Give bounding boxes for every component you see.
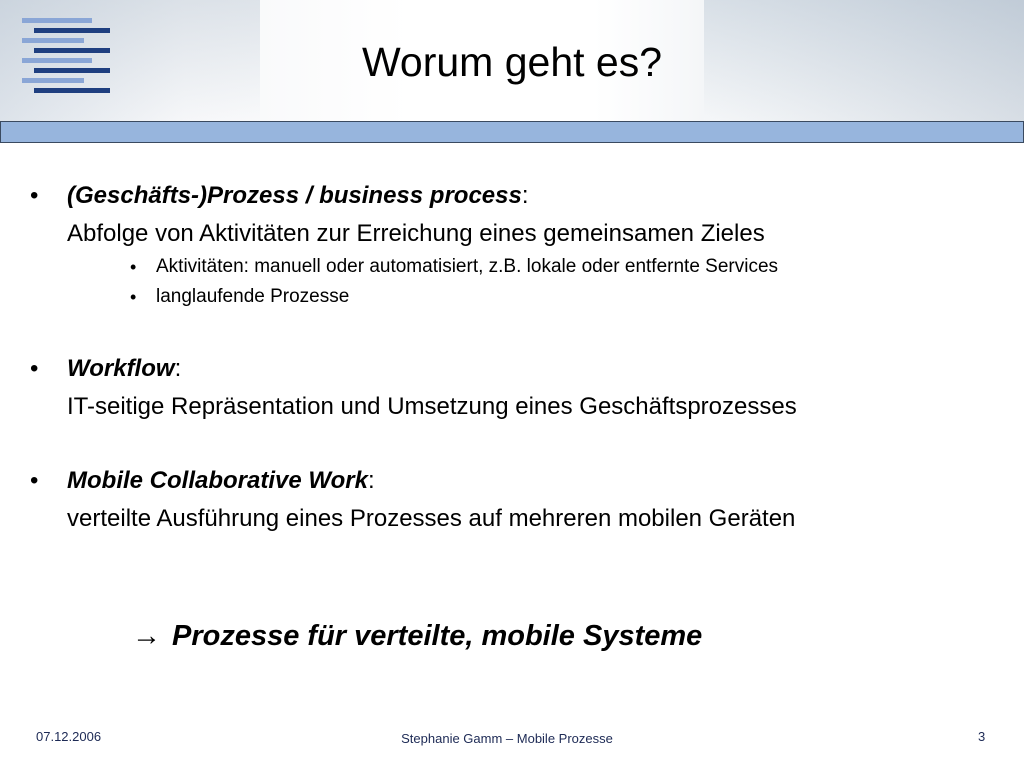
item-colon: :: [174, 355, 182, 382]
item-term-line: [67, 181, 529, 211]
sub-bullet-marker: •: [130, 257, 137, 277]
bullet-marker: •: [30, 355, 39, 382]
conclusion-text: Prozesse für verteilte, mobile Systeme: [172, 620, 703, 652]
item-term-line: [67, 466, 375, 496]
footer-date: 07.12.2006: [36, 729, 102, 744]
item-term: (Geschäfts-)Prozess / business process: [67, 182, 522, 209]
item-definition: IT-seitige Repräsentation und Umsetzung eines Geschäftsprozesses: [67, 393, 797, 420]
item-colon: :: [367, 467, 375, 494]
footer-author-title: Stephanie Gamm – Mobile Prozesse: [401, 731, 613, 746]
item-colon: :: [521, 182, 529, 209]
sub-bullet-marker: •: [130, 287, 137, 307]
slide-title: Worum geht es?: [361, 39, 663, 85]
sub-item: langlaufende Prozesse: [156, 286, 350, 307]
item-definition: Abfolge von Aktivitäten zur Erreichung eines gemeinsamen Zieles: [67, 220, 765, 247]
footer-page-number: 3: [978, 729, 986, 744]
item-term: Workflow: [67, 355, 175, 382]
sub-item: Aktivitäten: manuell oder automatisiert, z.B. lokale oder entfernte Services: [156, 256, 779, 277]
bullet-marker: •: [30, 467, 39, 494]
item-term-line: [67, 354, 181, 384]
right-arrow-icon: →: [132, 620, 161, 652]
conclusion-line: [132, 618, 702, 654]
item-term: Mobile Collaborative Work: [67, 467, 368, 494]
bullet-marker: •: [30, 182, 39, 209]
item-definition: verteilte Ausführung eines Prozesses auf mehreren mobilen Geräten: [67, 505, 796, 532]
